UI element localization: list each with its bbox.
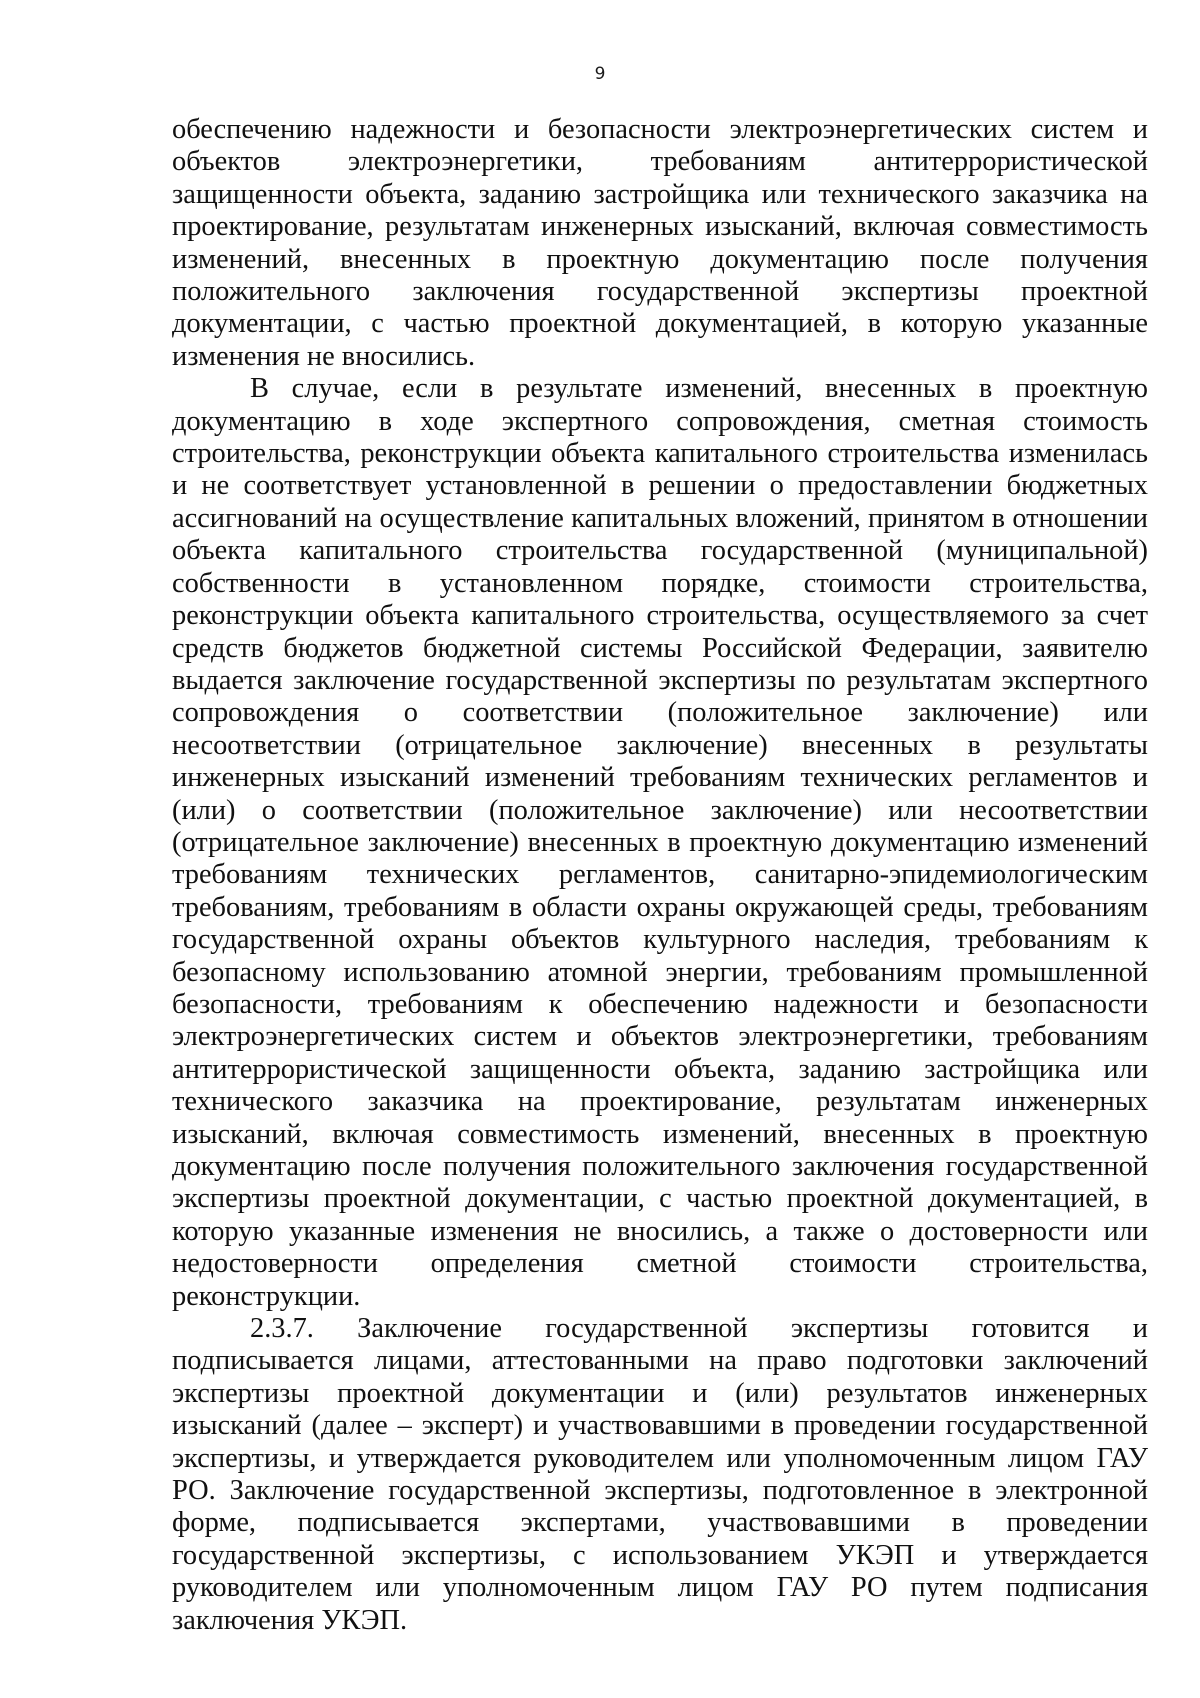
paragraph-estimate-change: В случае, если в результате изменений, внесенных в проектную документацию в ходе экспертного сопровождения, сметная стоимость строительства, реконструкции объекта капитального строительства изменилась и не соответствует установленной в решении о предоставлении бюджетных ассигнований на осуществление капитальных вложений, принятом в отношении объекта капитального строительства государственной (муниципальной) собственности в установленном порядке, стоимости строительства, реконструкции объекта капитального строительства, осуществляемого за счет средств бюджетов бюджетной системы Российской Федерации, заявителю выдается заключение государственной экспертизы по результатам экспертного сопровождения о соответствии (положительное заключение) или несоответствии (отрицательное заключение) внесенных в результаты инженерных изысканий изменений требованиям технических регламентов и (или) о соответствии (положительное заключение) или несоответствии (отрицательное заключение) внесенных в проектную документацию изменений требованиям технических регламентов, санитарно-эпидемиологическим требованиям, требованиям в области охраны окружающей среды, требованиям государственной охраны объектов культурного наследия, требованиям к безопасному использованию атомной энергии, требованиям промышленной безопасности, требованиям к обеспечению надежности и безопасности электроэнергетических систем и объектов электроэнергетики, требованиям антитеррористической защищенности объекта, заданию застройщика или технического заказчика на проектирование, результатам инженерных изысканий, включая совместимость изменений, внесенных в проектную документацию после получения положительного заключения государственной экспертизы проектной документации, с частью проектной документацией, в которую указанные изменения не вносились, а также о достоверности или недостоверности определения сметной стоимости строительства, реконструкции. bbox=[172, 373, 1148, 1312]
page-number: 9 bbox=[594, 64, 606, 84]
document-body bbox=[172, 114, 1148, 1637]
paragraph-2-3-7: 2.3.7. Заключение государственной экспертизы готовится и подписывается лицами, аттестованными на право подготовки заключений экспертизы проектной документации и (или) результатов инженерных изысканий (далее – эксперт) и участвовавшими в проведении государственной экспертизы, и утверждается руководителем или уполномоченным лицом ГАУ РО. Заключение государственной экспертизы, подготовленное в электронной форме, подписывается экспертами, участвовавшими в проведении государственной экспертизы, с использованием УКЭП и утверждается руководителем или уполномоченным лицом ГАУ РО путем подписания заключения УКЭП. bbox=[172, 1313, 1148, 1636]
paragraph-continuation: обеспечению надежности и безопасности электроэнергетических систем и объектов электроэнергетики, требованиям антитеррористической защищенности объекта, заданию застройщика или технического заказчика на проектирование, результатам инженерных изысканий, включая совместимость изменений, внесенных в проектную документацию после получения положительного заключения государственной экспертизы проектной документации, с частью проектной документацией, в которую указанные изменения не вносились. bbox=[172, 114, 1148, 372]
